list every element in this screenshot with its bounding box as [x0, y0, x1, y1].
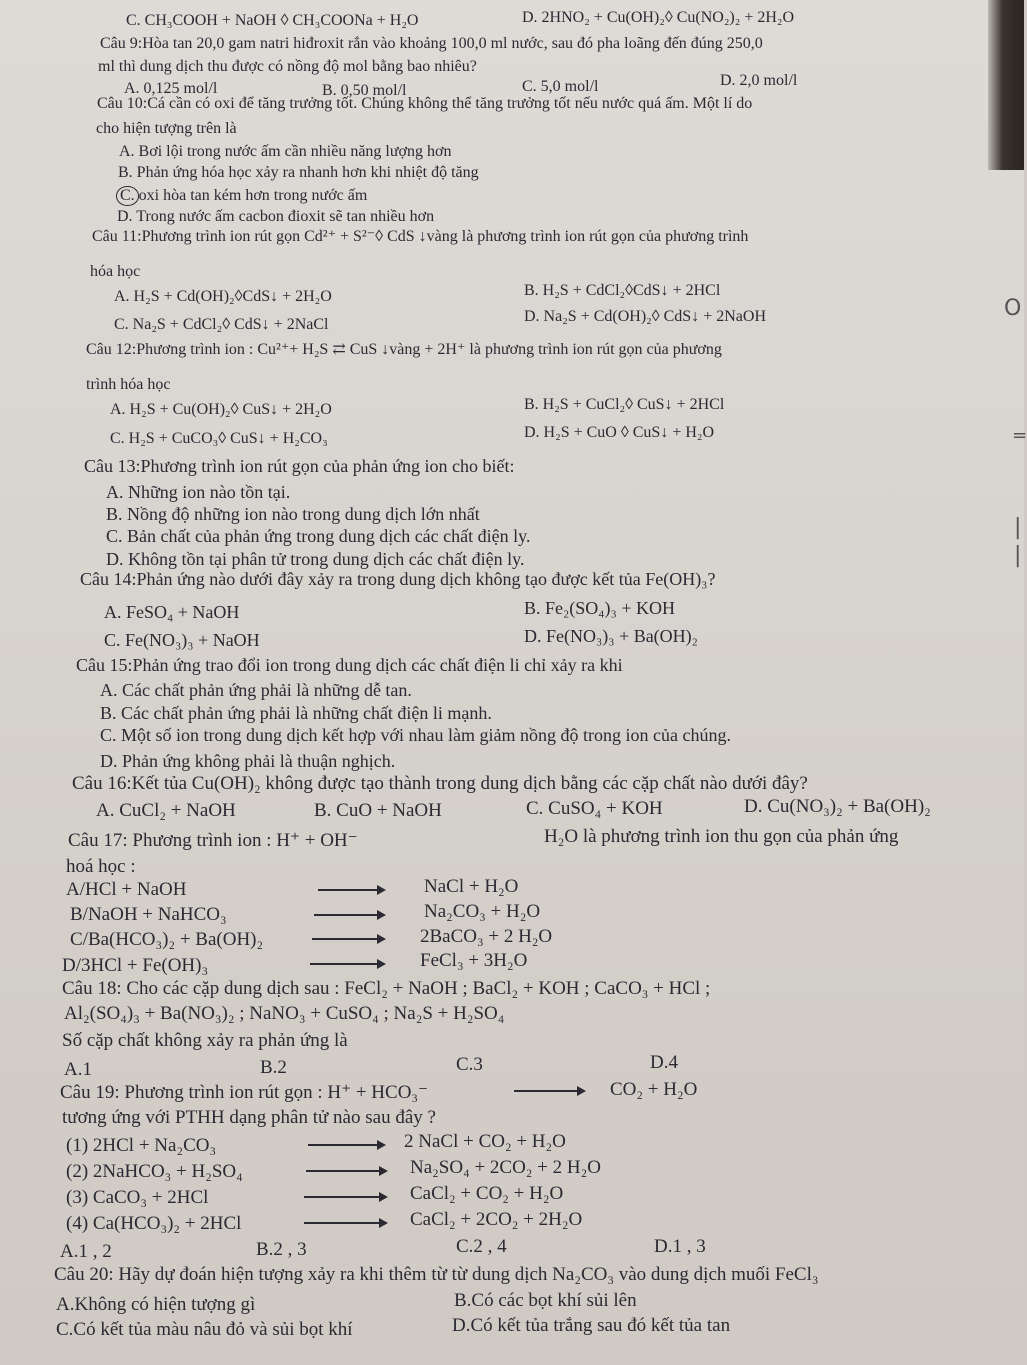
q13-option-c: C. Bản chất của phản ứng trong dung dịch các chất điện ly. — [106, 526, 531, 546]
q15-text: Câu 15:Phản ứng trao đổi ion trong dung dịch các chất điện li chỉ xảy ra khi — [76, 655, 623, 675]
q11-option-c: C. Na₂S + CdCl₂◊ CdS↓ + 2NaCl — [114, 316, 329, 333]
q19-eq3-left: (3) CaCO₃ + 2HCl — [66, 1187, 209, 1208]
reaction-arrow — [304, 1222, 386, 1224]
reaction-arrow — [514, 1090, 584, 1092]
q14-option-c: C. Fe(NO₃)₃ + NaOH — [104, 630, 260, 650]
q17-option-c-left: C/Ba(HCO₃)₂ + Ba(OH)₂ — [70, 929, 264, 950]
q12-text: Câu 12:Phương trình ion : Cu²⁺+ H₂S ⇄ CuS ↓vàng + 2H⁺ là phương trình ion rút gọn của phương — [86, 341, 722, 358]
q17-option-b-left: B/NaOH + NaHCO₃ — [70, 904, 227, 925]
q14-text: Câu 14:Phản ứng nào dưới đây xảy ra trong dung dịch không tạo được kết tủa Fe(OH)₃? — [80, 569, 716, 589]
q19-option-b: B.2 , 3 — [256, 1239, 307, 1260]
q10-text-cont: cho hiện tượng trên là — [96, 120, 237, 137]
q18-text-cont: Al₂(SO₄)₃ + Ba(NO₃)₂ ; NaNO₃ + CuSO₄ ; Na₂S + H₂SO₄ — [64, 1003, 505, 1024]
q11-text-cont: hóa học — [90, 263, 141, 280]
q19-eq2-left: (2) 2NaHCO₃ + H₂SO₄ — [66, 1161, 243, 1182]
q18-question: Số cặp chất không xảy ra phản ứng là — [62, 1030, 348, 1051]
margin-mark: | — [1014, 515, 1022, 540]
q17-option-d-left: D/3HCl + Fe(OH)₃ — [62, 955, 209, 976]
q18-option-b: B.2 — [260, 1057, 287, 1078]
q17-option-b-right: Na₂CO₃ + H₂O — [424, 901, 541, 922]
q16-option-c: C. CuSO₄ + KOH — [526, 798, 663, 819]
reaction-arrow — [308, 1144, 384, 1146]
q17-option-a-right: NaCl + H₂O — [424, 876, 519, 897]
q12-option-d: D. H₂S + CuO ◊ CuS↓ + H₂O — [524, 424, 715, 441]
q12-option-c: C. H₂S + CuCO₃◊ CuS↓ + H₂CO₃ — [110, 430, 328, 447]
q17-option-a-left: A/HCl + NaOH — [66, 879, 187, 900]
q17-option-c-right: 2BaCO₃ + 2 H₂O — [420, 926, 553, 947]
photo-dark-edge — [988, 0, 1024, 170]
q8-option-c: C. CH₃COOH + NaOH ◊ CH₃COONa + H₂O — [126, 12, 419, 29]
q18-text: Câu 18: Cho các cặp dung dịch sau : FeCl₂ + NaOH ; BaCl₂ + KOH ; CaCO₃ + HCl ; — [62, 978, 711, 999]
margin-mark: | — [1014, 543, 1022, 568]
q10-option-c-text: oxi hòa tan kém hơn trong nước ấm — [138, 187, 368, 204]
q19-text: Câu 19: Phương trình ion rút gọn : H⁺ + HCO₃⁻ — [60, 1082, 429, 1103]
q19-eq1-right: 2 NaCl + CO₂ + H₂O — [404, 1131, 566, 1152]
q20-option-a: A.Không có hiện tượng gì — [56, 1294, 256, 1315]
margin-mark: O — [1004, 296, 1022, 321]
q9-option-d: D. 2,0 mol/l — [720, 72, 798, 89]
q19-option-c: C.2 , 4 — [456, 1236, 507, 1257]
q10-text: Câu 10:Cá cần có oxi để tăng trưởng tốt. Chúng không thể tăng trưởng tốt nếu nước quá ấm. Một lí do — [97, 95, 753, 112]
q10-option-a: A. Bơi lội trong nước ấm cần nhiều năng lượng hơn — [119, 143, 452, 160]
q19-text-cont: tương ứng với PTHH dạng phân tử nào sau đây ? — [62, 1107, 436, 1128]
q13-option-d: D. Không tồn tại phân tử trong dung dịch các chất điện ly. — [106, 549, 525, 569]
q19-eq3-right: CaCl₂ + CO₂ + H₂O — [410, 1183, 564, 1204]
q8-option-d: D. 2HNO₂ + Cu(OH)₂◊ Cu(NO₂)₂ + 2H₂O — [522, 9, 795, 26]
q19-eq4-right: CaCl₂ + 2CO₂ + 2H₂O — [410, 1209, 583, 1230]
q10-option-b: B. Phản ứng hóa học xảy ra nhanh hơn khi nhiệt độ tăng — [118, 164, 479, 181]
q13-text: Câu 13:Phương trình ion rút gọn của phản ứng ion cho biết: — [84, 456, 515, 476]
q18-option-a: A.1 — [64, 1059, 92, 1080]
q20-option-c: C.Có kết tủa màu nâu đỏ và sủi bọt khí — [56, 1319, 353, 1340]
q19-option-a: A.1 , 2 — [60, 1241, 112, 1262]
q15-option-b: B. Các chất phản ứng phải là những chất điện li mạnh. — [100, 703, 492, 723]
q14-option-b: B. Fe₂(SO₄)₃ + KOH — [524, 598, 675, 618]
q16-option-d: D. Cu(NO₃)₂ + Ba(OH)₂ — [744, 796, 931, 817]
q19-eq4-left: (4) Ca(HCO₃)₂ + 2HCl — [66, 1213, 242, 1234]
q12-option-b: B. H₂S + CuCl₂◊ CuS↓ + 2HCl — [524, 396, 725, 413]
q11-option-b: B. H₂S + CdCl₂◊CdS↓ + 2HCl — [524, 282, 721, 299]
q16-option-a: A. CuCl₂ + NaOH — [96, 800, 236, 821]
q16-option-b: B. CuO + NaOH — [314, 800, 442, 821]
q9-text-cont: ml thì dung dịch thu được có nồng độ mol bằng bao nhiêu? — [98, 58, 477, 75]
q17-text-right: H₂O là phương trình ion thu gọn của phản ứng — [544, 826, 899, 847]
reaction-arrow — [304, 1196, 386, 1198]
q20-option-d: D.Có kết tủa trắng sau đó kết tủa tan — [452, 1315, 731, 1336]
margin-mark: = — [1012, 425, 1027, 446]
q19-option-d: D.1 , 3 — [654, 1236, 706, 1257]
reaction-arrow — [314, 914, 384, 916]
answer-circle-mark: C. — [116, 186, 139, 206]
q11-option-a: A. H₂S + Cd(OH)₂◊CdS↓ + 2H₂O — [114, 288, 332, 305]
q17-option-d-right: FeCl₃ + 3H₂O — [420, 950, 528, 971]
q18-option-c: C.3 — [456, 1054, 483, 1075]
q10-option-d: D. Trong nước ấm cacbon đioxit sẽ tan nhiều hơn — [117, 208, 435, 225]
q16-text: Câu 16:Kết tủa Cu(OH)₂ không được tạo thành trong dung dịch bằng các cặp chất nào dưới đây? — [72, 773, 808, 794]
reaction-arrow — [310, 963, 384, 965]
q20-text: Câu 20: Hãy dự đoán hiện tượng xảy ra khi thêm từ từ dung dịch Na₂CO₃ vào dung dịch muối FeCl₃ — [54, 1264, 819, 1285]
q19-text-right: CO₂ + H₂O — [610, 1079, 698, 1100]
q17-text-cont: hoá học : — [66, 856, 136, 877]
q13-option-b: B. Nồng độ những ion nào trong dung dịch lớn nhất — [106, 504, 480, 524]
q17-text: Câu 17: Phương trình ion : H⁺ + OH⁻ — [68, 830, 358, 851]
q9-option-c: C. 5,0 mol/l — [522, 78, 599, 95]
q14-option-d: D. Fe(NO₃)₃ + Ba(OH)₂ — [524, 626, 698, 646]
q19-eq1-left: (1) 2HCl + Na₂CO₃ — [66, 1135, 217, 1156]
q15-option-c: C. Một số ion trong dung dịch kết hợp với nhau làm giảm nồng độ trong ion của chúng. — [100, 725, 731, 745]
q14-option-a: A. FeSO₄ + NaOH — [104, 602, 240, 622]
q12-option-a: A. H₂S + Cu(OH)₂◊ CuS↓ + 2H₂O — [110, 401, 332, 418]
q9-option-b: B. 0,50 mol/l — [322, 82, 407, 99]
q9-text: Câu 9:Hòa tan 20,0 gam natri hiđroxit rắn vào khoảng 100,0 ml nước, sau đó pha loãng đến đúng 250,0 — [100, 35, 763, 52]
q12-text-cont: trình hóa học — [86, 376, 171, 393]
q20-option-b: B.Có các bọt khí sủi lên — [454, 1290, 637, 1311]
q19-eq2-right: Na₂SO₄ + 2CO₂ + 2 H₂O — [410, 1157, 601, 1178]
reaction-arrow — [306, 1170, 386, 1172]
q11-text: Câu 11:Phương trình ion rút gọn Cd²⁺ + S²⁻◊ CdS ↓vàng là phương trình ion rút gọn của phương trình — [92, 228, 749, 245]
q15-option-d: D. Phản ứng không phải là thuận nghịch. — [100, 751, 396, 771]
q9-option-a: A. 0,125 mol/l — [124, 80, 218, 97]
q13-option-a: A. Những ion nào tồn tại. — [106, 482, 291, 502]
q18-option-d: D.4 — [650, 1052, 678, 1073]
q15-option-a: A. Các chất phản ứng phải là những dễ tan. — [100, 680, 412, 700]
q11-option-d: D. Na₂S + Cd(OH)₂◊ CdS↓ + 2NaOH — [524, 308, 766, 325]
reaction-arrow — [312, 938, 384, 940]
reaction-arrow — [318, 889, 384, 891]
q10-option-c — [116, 186, 367, 206]
